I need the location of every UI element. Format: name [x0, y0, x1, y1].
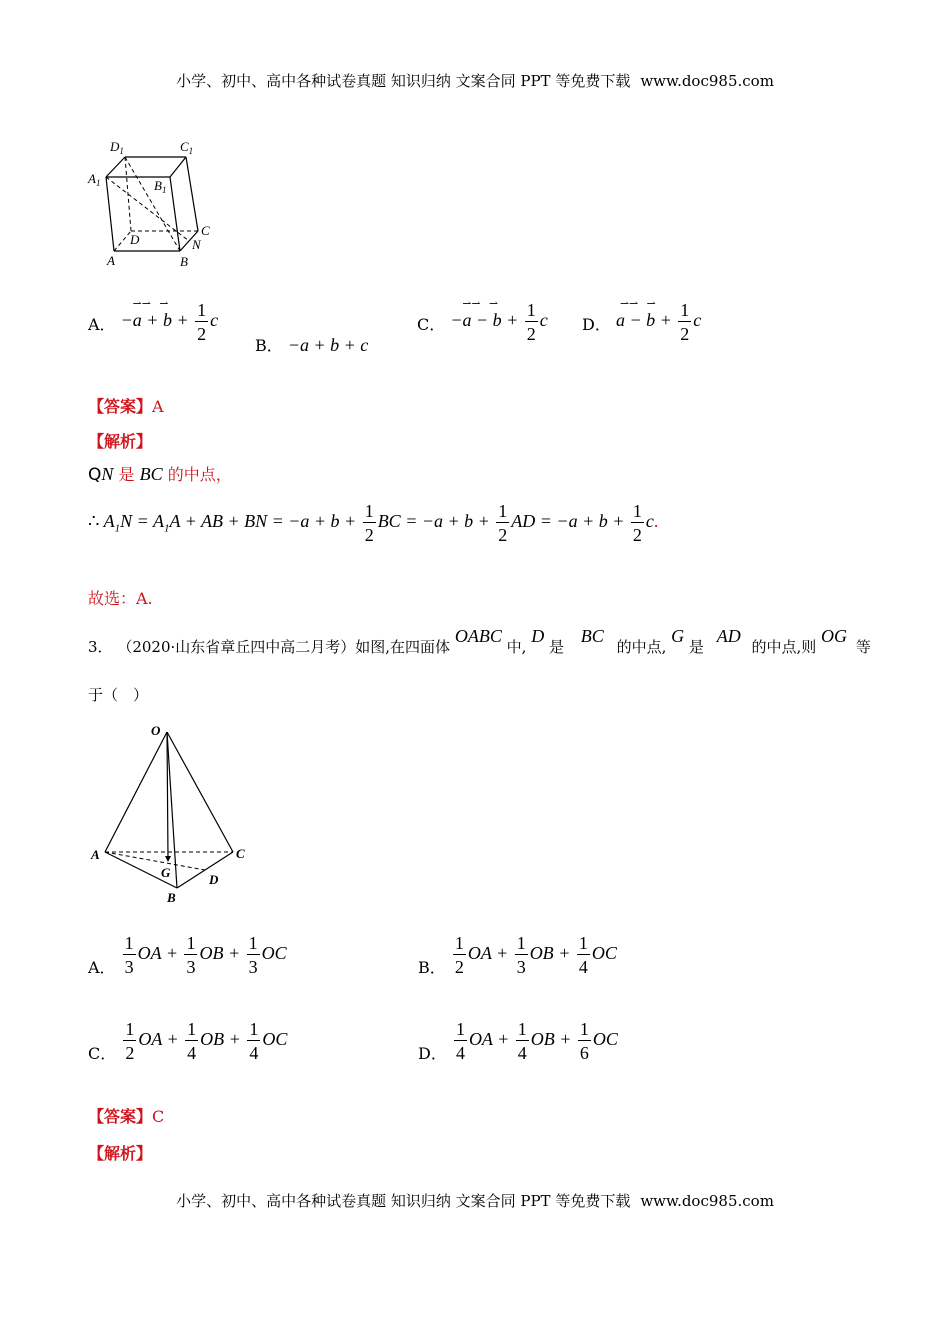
q2-option-c[interactable]: C． ⇀⇀ ⇀ −a − b + $\frac{1}{2}$ c	[417, 298, 548, 344]
label-c: C	[201, 223, 210, 238]
q2-option-a[interactable]: A． ⇀⇀ ⇀ −a + b + $\frac{1}{2}$ c	[88, 298, 219, 344]
edge-b1b	[170, 177, 180, 251]
header-site: www.doc985.com	[640, 72, 774, 90]
label-b1: $B_1$	[154, 178, 167, 195]
label-a: A	[107, 253, 115, 268]
q2-analysis-line2: ∴ $A_1N = A_1A$ + AB + BN = −a + b + $\frac{1}{2}$ BC = −a + b + $\frac{1}{2}$ AD = −a + b + $\frac{1}{2}$ c.	[88, 501, 659, 545]
label-b: B	[167, 890, 176, 905]
q2-analysis-line1: QN 是 BC 的中点，	[88, 464, 232, 485]
tetrahedron-figure	[85, 718, 265, 908]
footer-text: 小学、初中、高中各种试卷真题 知识归纳 文案合同 PPT 等免费下载	[176, 1192, 631, 1210]
q3-analysis-label: 【解析】	[88, 1144, 153, 1163]
q2-answer: 【答案】A	[88, 397, 164, 416]
q3-stem-cont: 于（ ）	[88, 686, 149, 704]
parallelepiped-figure	[80, 135, 230, 275]
edge-c1c	[186, 157, 198, 231]
q3-option-d[interactable]: D． $\frac{1}{4}$ OA + $\frac{1}{4}$ OB + $\frac{1}{6}$ OC	[418, 1019, 618, 1064]
page-header	[0, 70, 950, 91]
edge-oa	[105, 732, 167, 852]
label-a1: $A_1$	[88, 171, 101, 188]
edge-a1d1	[106, 157, 125, 177]
label-c1: $C_1$	[180, 139, 194, 156]
q3-answer: 【答案】C	[88, 1107, 165, 1126]
footer-site: www.doc985.com	[640, 1192, 774, 1210]
label-g: G	[161, 865, 171, 880]
label-o: O	[151, 723, 161, 738]
edge-d1d	[125, 157, 131, 231]
edge-oc	[167, 732, 233, 852]
q3-option-b[interactable]: B． $\frac{1}{2}$ OA + $\frac{1}{3}$ OB + $\frac{1}{4}$ OC	[418, 933, 617, 978]
label-n: N	[192, 237, 201, 252]
edge-ad	[114, 231, 131, 251]
label-d: D	[209, 872, 219, 887]
label-c: C	[236, 846, 245, 861]
segment-ad	[105, 852, 205, 870]
page-footer	[0, 1190, 950, 1211]
header-text: 小学、初中、高中各种试卷真题 知识归纳 文案合同 PPT 等免费下载	[176, 72, 631, 90]
q3-stem: 3． （2020·山东省章丘四中高二月考）如图,在四面体 OABC 中, D 是 BC 的中点, G 是 AD 的中点,则 OG 等	[88, 626, 871, 656]
q2-option-b[interactable]: B． −a + b + c	[255, 335, 369, 355]
label-d1: $D_1$	[110, 139, 124, 156]
arrow-g	[165, 856, 171, 862]
q2-chosen: 故选：A.	[88, 589, 153, 608]
label-b: B	[180, 254, 188, 269]
edge-c1b1	[170, 157, 186, 177]
edge-a1a	[106, 177, 114, 251]
label-a: A	[91, 847, 100, 862]
label-d: D	[130, 232, 140, 247]
q3-option-c[interactable]: C． $\frac{1}{2}$ OA + $\frac{1}{4}$ OB + $\frac{1}{4}$ OC	[88, 1019, 288, 1064]
q3-option-a[interactable]: A． $\frac{1}{3}$ OA + $\frac{1}{3}$ OB + $\frac{1}{3}$ OC	[88, 933, 287, 978]
q2-analysis-label: 【解析】	[88, 432, 153, 451]
q2-option-d[interactable]: D． ⇀⇀ ⇀ a − b + $\frac{1}{2}$ c	[582, 298, 702, 344]
